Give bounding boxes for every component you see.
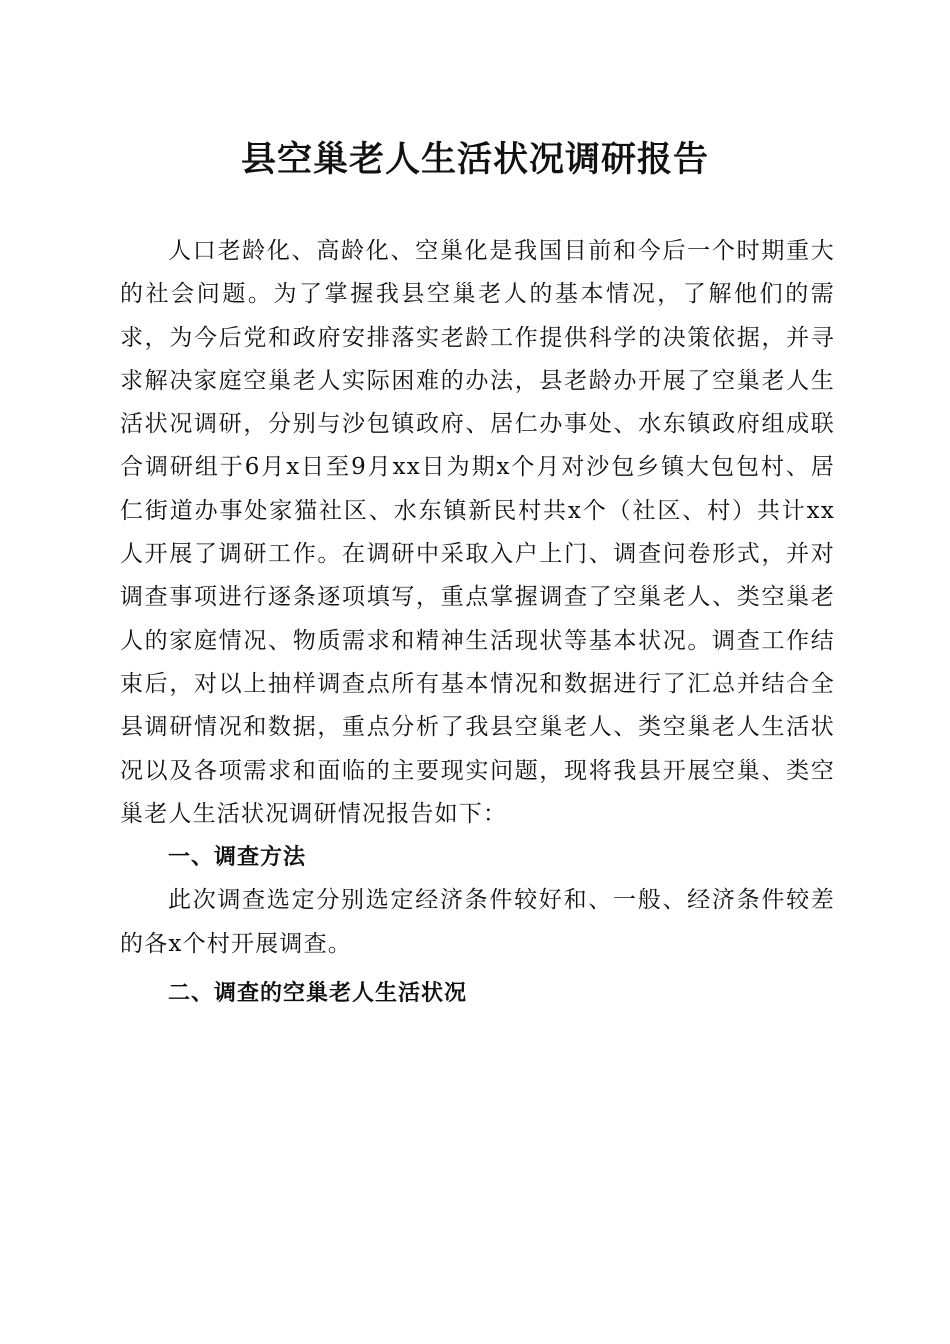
survey-method-paragraph: 此次调查选定分别选定经济条件较好和、一般、经济条件较差的各x个村开展调查。 [120, 887, 835, 957]
document-body [120, 230, 835, 1015]
section-heading-living-conditions: 二、调查的空巢老人生活状况 [168, 981, 468, 1007]
intro-paragraph: 人口老龄化、高龄化、空巢化是我国目前和今后一个时期重大的社会问题。为了掌握我县空巢老人的基本情况，了解他们的需求，为今后党和政府安排落实老龄工作提供科学的决策依据，并寻求解决家庭空巢老人实际困难的办法，县老龄办开展了空巢老人生活状况调研，分别与沙包镇政府、居仁办事处、水东镇政府组成联合调研组于6月x日至9月xx日为期x个月对沙包乡镇大包包村、居仁街道办事处家猫社区、水东镇新民村共x个（社区、村）共计xx人开展了调研工作。在调研中采取入户上门、调查问卷形式，并对调查事项进行逐条逐项填写，重点掌握调查了空巢老人、类空巢老人的家庭情况、物质需求和精神生活现状等基本状况。调查工作结束后，对以上抽样调查点所有基本情况和数据进行了汇总并结合全县调研情况和数据，重点分析了我县空巢老人、类空巢老人生活状况以及各项需求和面临的主要现实问题，现将我县开展空巢、类空巢老人生活状况调研情况报告如下： [120, 238, 835, 827]
section-heading-survey-method: 一、调查方法 [168, 845, 307, 871]
document-title: 县空巢老人生活状况调研报告 [240, 139, 709, 180]
